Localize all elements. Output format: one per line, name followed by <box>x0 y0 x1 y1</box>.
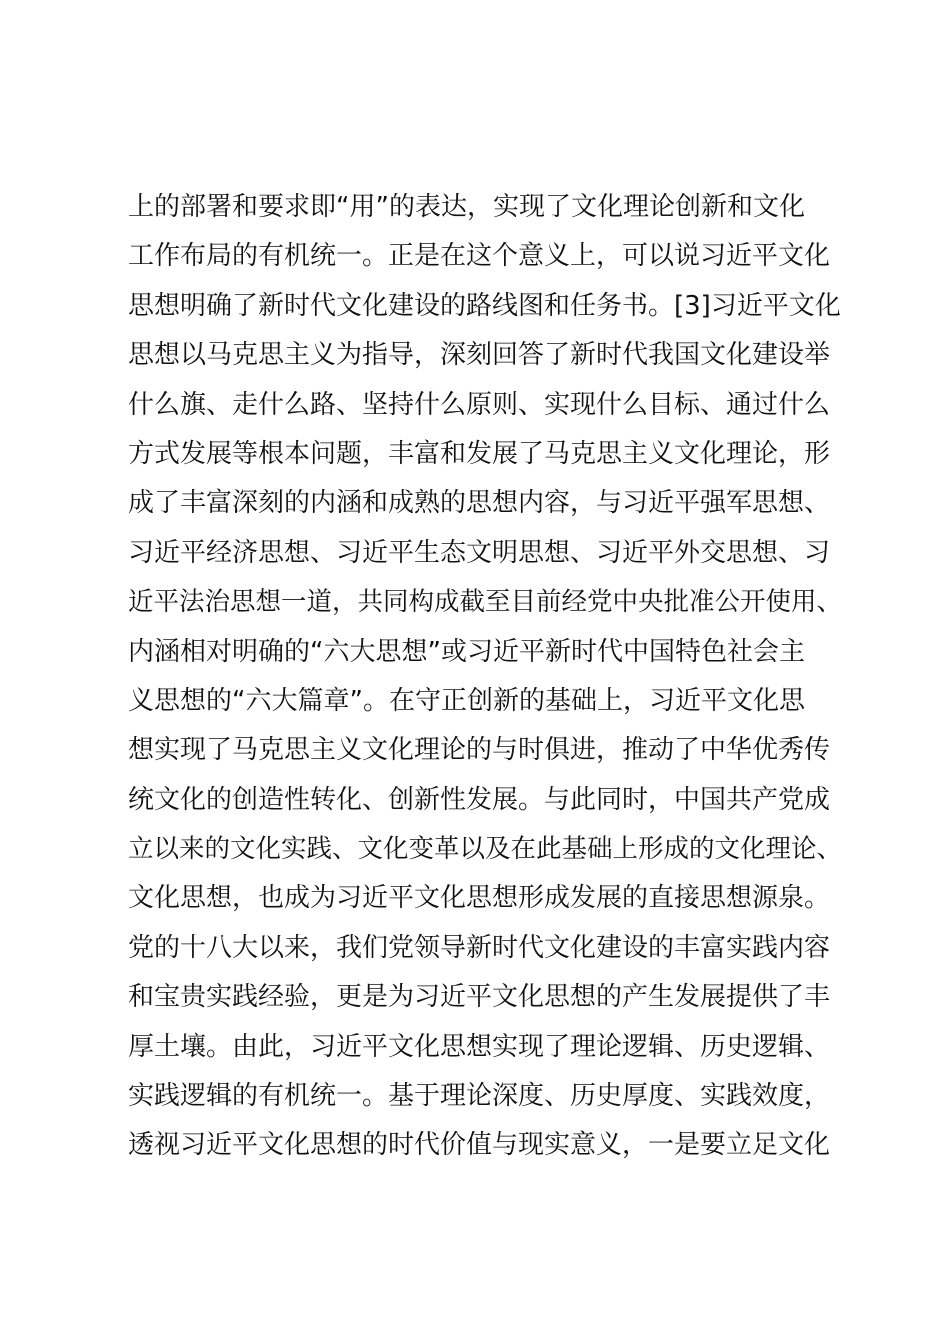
text-line: 想实现了马克思主义文化理论的与时俱进，推动了中华优秀传 <box>128 735 831 766</box>
text-line: 统文化的创造性转化、创新性发展。与此同时，中国共产党成 <box>128 784 831 815</box>
text-line: 透视习近平文化思想的时代价值与现实意义，一是要立足文化 <box>128 1130 831 1161</box>
text-line: 什么旗、走什么路、坚持什么原则、实现什么目标、通过什么 <box>128 389 831 420</box>
text-line: 立以来的文化实践、文化变革以及在此基础上形成的文化理论、 <box>128 834 843 865</box>
text-line: 工作布局的有机统一。正是在这个意义上，可以说习近平文化 <box>128 241 831 272</box>
text-line: 义思想的“六大篇章”。在守正创新的基础上，习近平文化思 <box>128 685 805 716</box>
text-line: 党的十八大以来，我们党领导新时代文化建设的丰富实践内容 <box>128 932 831 963</box>
text-line: 文化思想，也成为习近平文化思想形成发展的直接思想源泉。 <box>128 883 831 914</box>
text-line: 习近平经济思想、习近平生态文明思想、习近平外交思想、习 <box>128 537 831 568</box>
text-line: 方式发展等根本问题，丰富和发展了马克思主义文化理论，形 <box>128 438 831 469</box>
text-line: 实践逻辑的有机统一。基于理论深度、历史厚度、实践效度， <box>128 1081 831 1112</box>
text-line: 思想明确了新时代文化建设的路线图和任务书。[3]习近平文化 <box>128 290 841 321</box>
text-line: 成了丰富深刻的内涵和成熟的思想内容，与习近平强军思想、 <box>128 488 831 519</box>
body-paragraph <box>128 183 848 1171</box>
text-line: 近平法治思想一道，共同构成截至目前经党中央批准公开使用、 <box>128 587 843 618</box>
text-line: 内涵相对明确的“六大思想”或习近平新时代中国特色社会主 <box>128 636 805 667</box>
text-line: 厚土壤。由此，习近平文化思想实现了理论逻辑、历史逻辑、 <box>128 1031 831 1062</box>
text-line: 和宝贵实践经验，更是为习近平文化思想的产生发展提供了丰 <box>128 982 831 1013</box>
text-line: 上的部署和要求即“用”的表达，实现了文化理论创新和文化 <box>128 192 805 222</box>
text-line: 思想以马克思主义为指导，深刻回答了新时代我国文化建设举 <box>128 340 831 371</box>
